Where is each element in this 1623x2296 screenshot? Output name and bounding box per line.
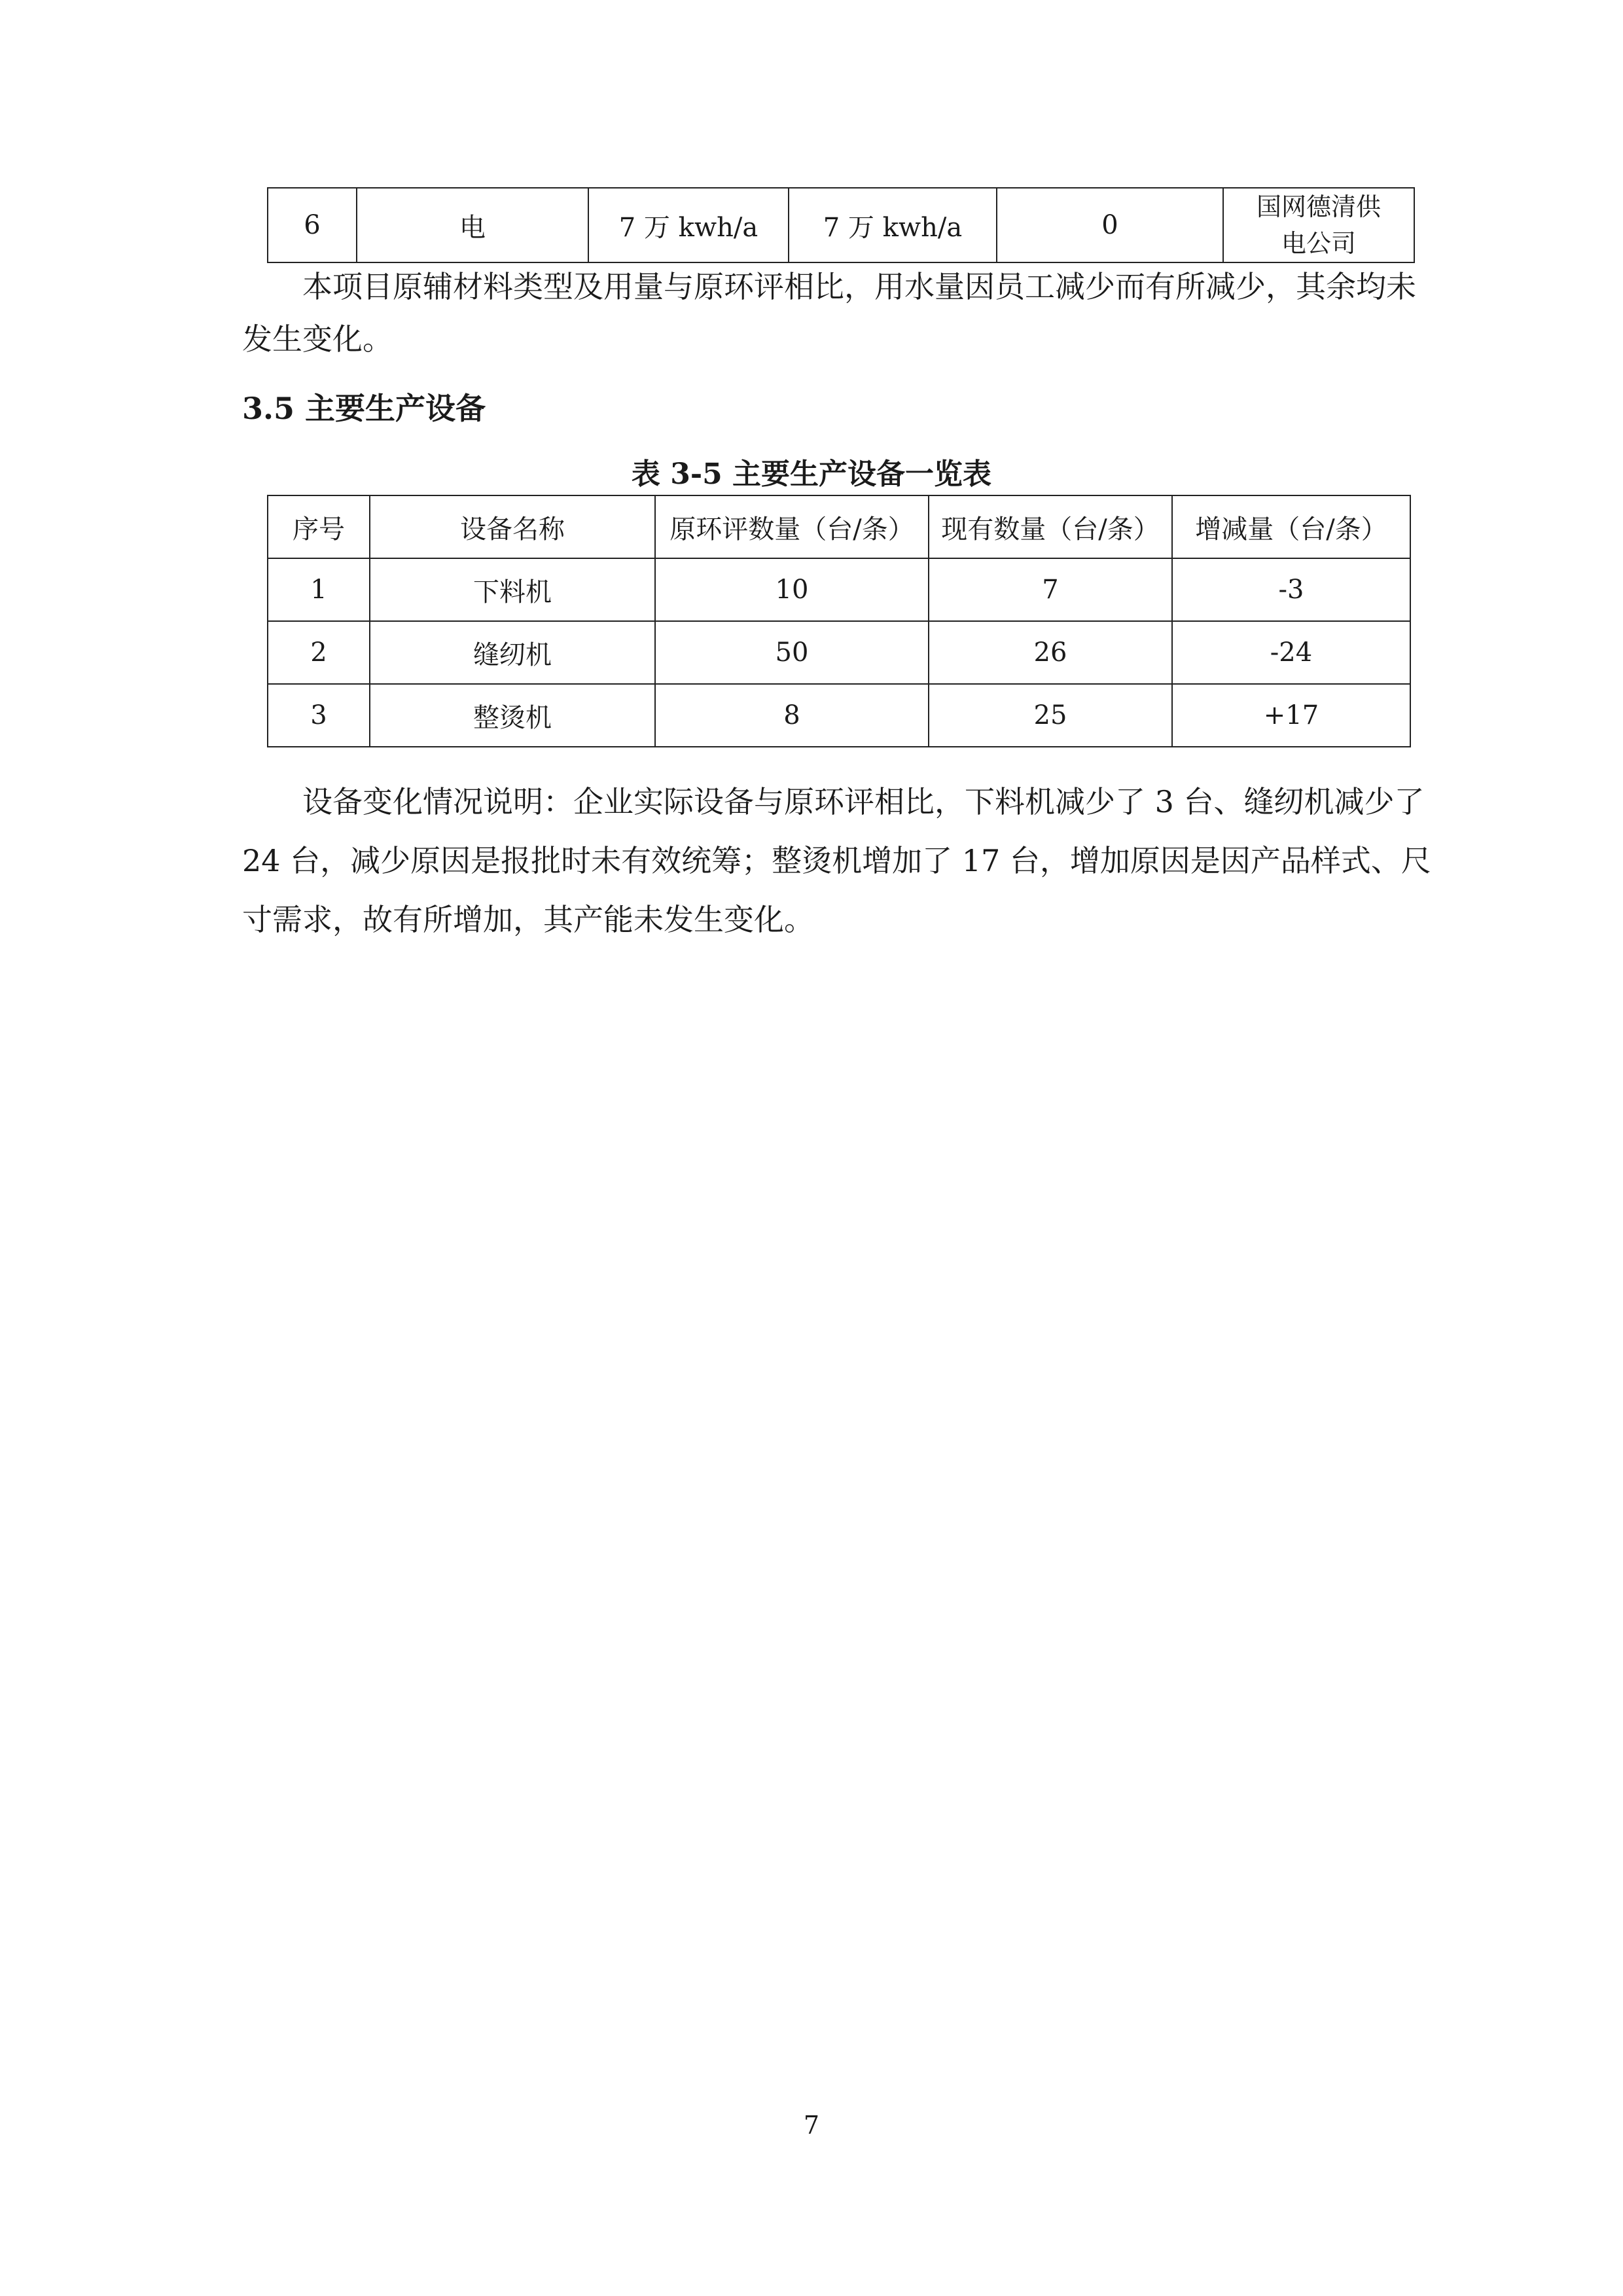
supplier-line-2: 电公司 xyxy=(1281,229,1356,258)
table-row xyxy=(268,684,1410,747)
change-amount-cell: 0 xyxy=(997,188,1223,262)
header-cell: 序号 xyxy=(268,495,370,558)
equipment-table xyxy=(267,495,1411,747)
table-cell: 26 xyxy=(929,621,1172,684)
table-cell: 8 xyxy=(655,684,929,747)
original-amount-cell: 7 万 kwh/a xyxy=(588,188,789,262)
table-cell: 7 xyxy=(929,558,1172,621)
table-cell: 10 xyxy=(655,558,929,621)
table-cell: +17 xyxy=(1172,684,1410,747)
table-cell: -3 xyxy=(1172,558,1410,621)
page-number: 7 xyxy=(803,2111,820,2140)
supplier-cell xyxy=(1223,188,1414,262)
table-cell: -24 xyxy=(1172,621,1410,684)
table-cell: 3 xyxy=(268,684,370,747)
table-cell: 下料机 xyxy=(370,558,655,621)
equipment-change-paragraph: 设备变化情况说明：企业实际设备与原环评相比，下料机减少了 3 台、缝纫机减少了 24 台，减少原因是报批时未有效统筹；整烫机增加了 17 台，增加原因是因产品样式、尺寸需求，故有所增加，其产能未发生变化。 xyxy=(242,784,1431,937)
table-header-row xyxy=(268,495,1410,558)
table-row xyxy=(268,621,1410,684)
table-cell: 1 xyxy=(268,558,370,621)
table-cell: 2 xyxy=(268,621,370,684)
supplier-line-1: 国网德清供 xyxy=(1256,192,1381,221)
table-cell: 缝纫机 xyxy=(370,621,655,684)
header-cell: 设备名称 xyxy=(370,495,655,558)
table-cell: 25 xyxy=(929,684,1172,747)
materials-table-continued xyxy=(267,187,1415,263)
row-number-cell: 6 xyxy=(268,188,357,262)
section-title: 3.5 主要生产设备 xyxy=(242,391,486,426)
table-row xyxy=(268,188,1414,262)
material-name-cell: 电 xyxy=(357,188,588,262)
table-row xyxy=(268,558,1410,621)
header-cell: 现有数量（台/条） xyxy=(929,495,1172,558)
header-cell: 增减量（台/条） xyxy=(1172,495,1410,558)
header-cell: 原环评数量（台/条） xyxy=(655,495,929,558)
table-caption: 表 3-5 主要生产设备一览表 xyxy=(631,457,992,491)
table-cell: 50 xyxy=(655,621,929,684)
table-cell: 整烫机 xyxy=(370,684,655,747)
materials-summary-paragraph: 本项目原辅材料类型及用量与原环评相比，用水量因员工减少而有所减少，其余均未发生变化。 xyxy=(242,269,1416,357)
current-amount-cell: 7 万 kwh/a xyxy=(789,188,997,262)
